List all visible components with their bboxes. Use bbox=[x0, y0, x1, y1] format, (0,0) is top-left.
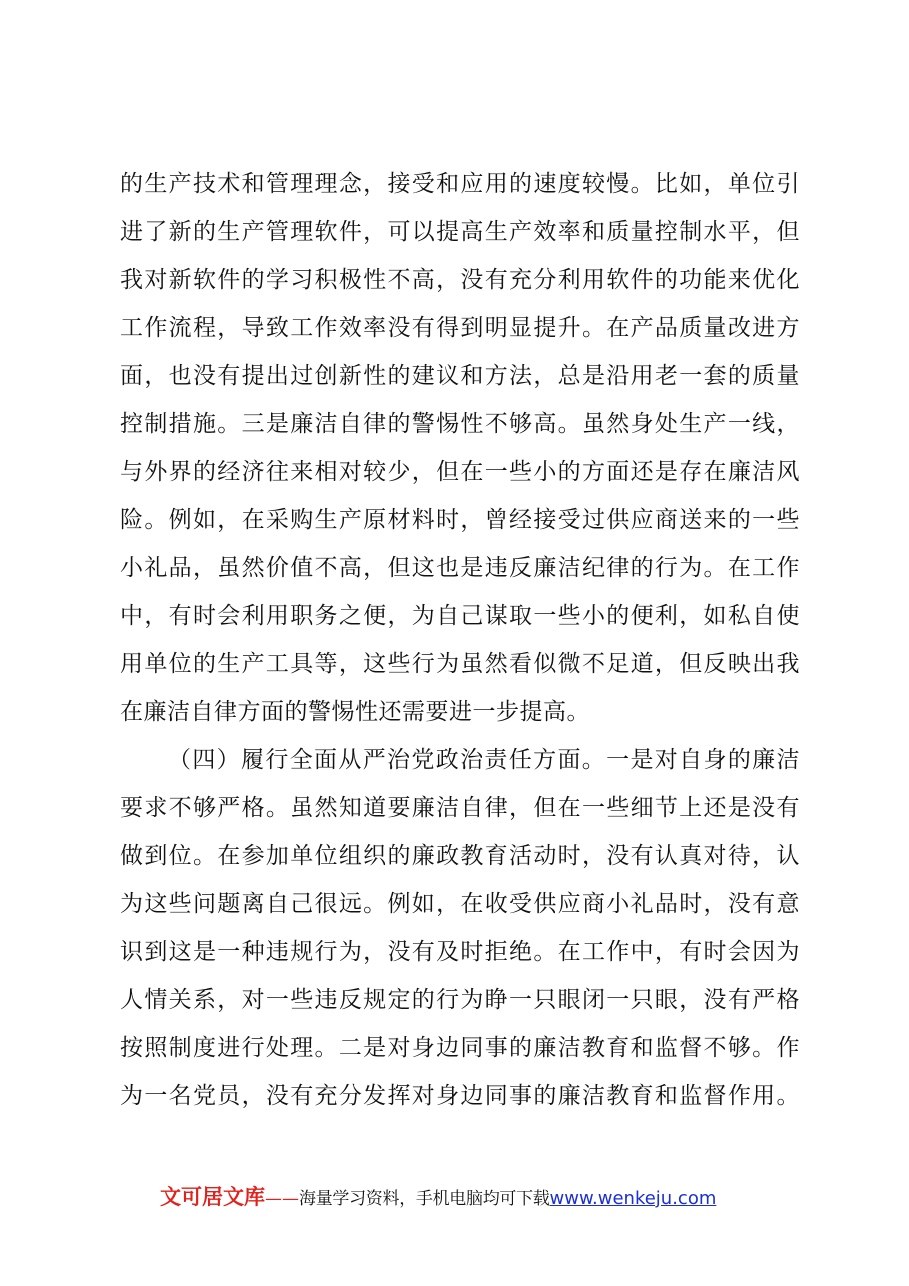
text-line: 我对新软件的学习积极性不高，没有充分利用软件的功能来优化 bbox=[120, 267, 800, 293]
text-line: 进了新的生产管理软件，可以提高生产效率和质量控制水平，但 bbox=[120, 219, 800, 245]
footer-banner bbox=[160, 1180, 716, 1214]
text-line: 中，有时会利用职务之便，为自己谋取一些小的便利，如私自使 bbox=[120, 603, 800, 629]
text-line: 控制措施。三是廉洁自律的警惕性不够高。虽然身处生产一线， bbox=[120, 411, 800, 437]
text-line: 做到位。在参加单位组织的廉政教育活动时，没有认真对待，认 bbox=[120, 843, 800, 869]
text-line: 为一名党员，没有充分发挥对身边同事的廉洁教育和监督作用。 bbox=[120, 1083, 800, 1109]
text-line: 在廉洁自律方面的警惕性还需要进一步提高。 bbox=[120, 699, 590, 725]
text-line: 小礼品，虽然价值不高，但这也是违反廉洁纪律的行为。在工作 bbox=[120, 555, 800, 581]
footer-dash: —— bbox=[265, 1189, 299, 1209]
text-line: 用单位的生产工具等，这些行为虽然看似微不足道，但反映出我 bbox=[120, 651, 800, 677]
text-line: 识到这是一种违规行为，没有及时拒绝。在工作中，有时会因为 bbox=[120, 939, 800, 965]
text-line: 人情关系，对一些违反规定的行为睁一只眼闭一只眼，没有严格 bbox=[120, 987, 800, 1013]
footer-brand: 文可居文库 bbox=[160, 1185, 265, 1209]
text-line: 按照制度进行处理。二是对身边同事的廉洁教育和监督不够。作 bbox=[120, 1035, 800, 1061]
text-line: 面，也没有提出过创新性的建议和方法，总是沿用老一套的质量 bbox=[120, 363, 800, 389]
footer-tagline: 海量学习资料，手机电脑均可下载 bbox=[299, 1189, 550, 1209]
text-line: 为这些问题离自己很远。例如，在收受供应商小礼品时，没有意 bbox=[120, 891, 800, 917]
document-body bbox=[120, 160, 800, 1120]
text-line: 险。例如，在采购生产原材料时，曾经接受过供应商送来的一些 bbox=[120, 507, 800, 533]
text-line: 工作流程，导致工作效率没有得到明显提升。在产品质量改进方 bbox=[120, 315, 800, 341]
text-line: 要求不够严格。虽然知道要廉洁自律，但在一些细节上还是没有 bbox=[120, 795, 800, 821]
text-line: 的生产技术和管理理念，接受和应用的速度较慢。比如，单位引 bbox=[120, 171, 800, 197]
footer-website-link[interactable]: www.wenkeju.com bbox=[549, 1188, 717, 1209]
text-line: 与外界的经济往来相对较少，但在一些小的方面还是存在廉洁风 bbox=[120, 459, 800, 485]
section-heading-line: （四）履行全面从严治党政治责任方面。一是对自身的廉洁 bbox=[168, 747, 800, 773]
